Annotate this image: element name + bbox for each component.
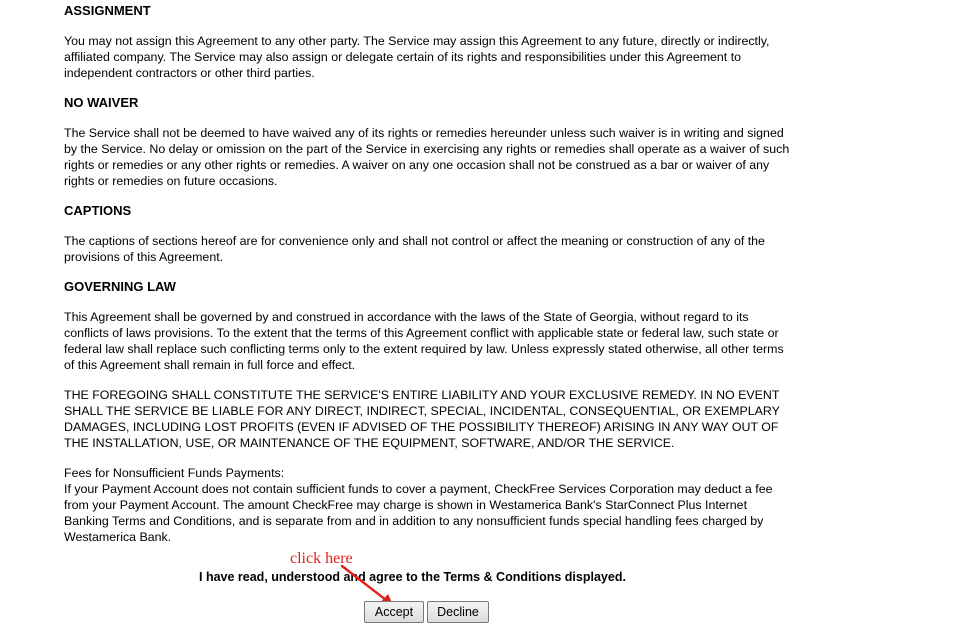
accept-button[interactable]: Accept	[364, 601, 424, 623]
heading-governing-law: GOVERNING LAW	[64, 279, 176, 294]
paragraph-no-waiver: The Service shall not be deemed to have waived any of its rights or remedies hereunder unless such waiver is in writing and signed by the Service. No delay or omission on the part of the Service in exercising any rights or remedies shall operate as a waiver of such rights or remedies or any other rights or remedies. A waiver on any one occasion shall not be construed as a bar or waiver of any rights or remedies on future occasions.	[64, 126, 790, 188]
paragraph-liability: THE FOREGOING SHALL CONSTITUTE THE SERVICE'S ENTIRE LIABILITY AND YOUR EXCLUSIVE REMEDY. IN NO EVENT SHALL THE SERVICE BE LIABLE FOR ANY DIRECT, INDIRECT, SPECIAL, INCIDENTAL, CONSEQUENTIAL, OR EXEMPLARY DAMAGES, INCLUDING LOST PROFITS (EVEN IF ADVISED OF THE POSSIBILITY THEREOF) ARISING IN ANY WAY OUT OF THE INSTALLATION, USE, OR MAINTENANCE OF THE EQUIPMENT, SOFTWARE, AND/OR THE SERVICE.	[64, 388, 780, 450]
nsf-fees-title: Fees for Nonsufficient Funds Payments:	[64, 466, 285, 480]
heading-no-waiver: NO WAIVER	[64, 95, 139, 110]
click-here-annotation: click here	[290, 550, 353, 567]
paragraph-captions: The captions of sections hereof are for convenience only and shall not control or affect the meaning or construction of any of the provisions of this Agreement.	[64, 234, 765, 264]
decline-button[interactable]: Decline	[427, 601, 489, 623]
heading-assignment: ASSIGNMENT	[64, 3, 151, 18]
paragraph-nsf-fees: If your Payment Account does not contain sufficient funds to cover a payment, CheckFree Services Corporation may deduct a fee from your Payment Account. The amount CheckFree may charge is shown in Westamerica Bank's StarConnect Plus Internet Banking Terms and Conditions, and is separate from and in addition to any nonsufficient funds special handling fees charged by Westamerica Bank.	[64, 482, 773, 544]
agreement-statement: I have read, understood and agree to the Terms & Conditions displayed.	[199, 570, 626, 584]
paragraph-assignment: You may not assign this Agreement to any other party. The Service may assign this Agreement to any future, directly or indirectly, affiliated company. The Service may also assign or delegate certain of its rights and responsibilities under this Agreement to independent contractors or other third parties.	[64, 34, 770, 80]
terms-content	[64, 3, 792, 545]
heading-captions: CAPTIONS	[64, 203, 132, 218]
paragraph-governing-law: This Agreement shall be governed by and construed in accordance with the laws of the State of Georgia, without regard to its conflicts of laws provisions. To the extent that the terms of this Agreement conflict with applicable state or federal law, such state or federal law shall replace such conflicting terms only to the extent required by law. Unless expressly stated otherwise, all other terms of this Agreement shall remain in full force and effect.	[64, 310, 784, 372]
